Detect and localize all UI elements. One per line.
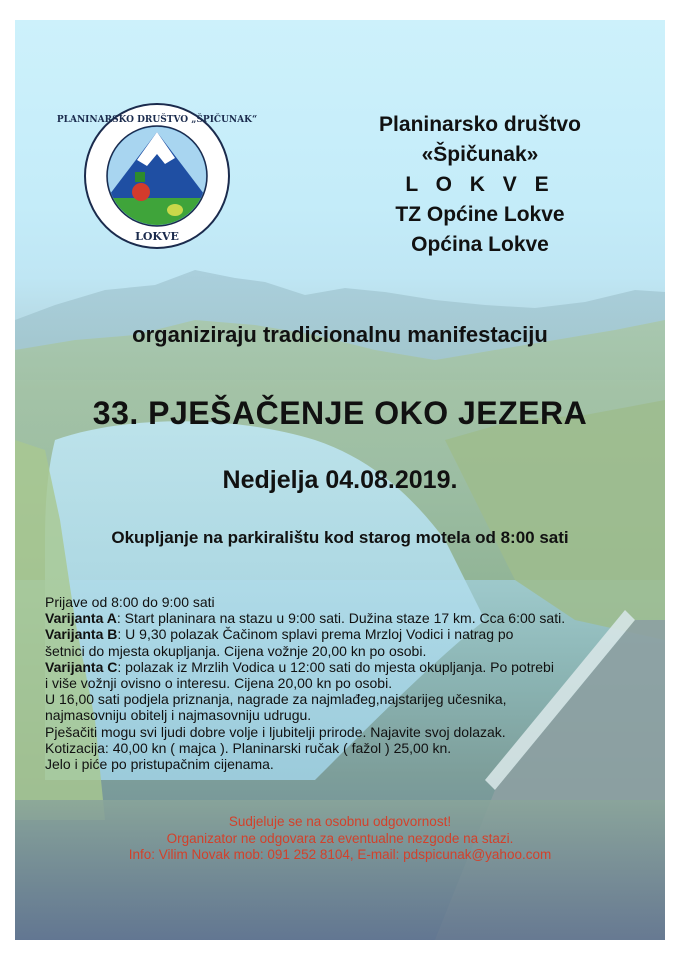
details-line: najmasovniju obitelj i najmasovniju udrugu. bbox=[45, 707, 312, 724]
organizers-block bbox=[315, 110, 645, 260]
variant-text: polazak iz Mrzlih Vodica u 12:00 sati do mjesta okupljanja. Po potrebi bbox=[125, 658, 554, 675]
organizer-line: Planinarsko društvo bbox=[379, 113, 581, 136]
club-logo-emblem bbox=[56, 102, 258, 250]
event-date: Nedjelja 04.08.2019. bbox=[222, 466, 458, 494]
event-title: 33. PJEŠAČENJE OKO JEZERA bbox=[92, 395, 588, 431]
variant-b: Varijanta B: U 9,30 polazak Čačinom splavi prema Mrzloj Vodici i natrag po bbox=[45, 626, 514, 643]
details-line: U 16,00 sati podjela priznanja, nagrade za najmlađeg,najstarijeg učesnika, bbox=[45, 691, 507, 708]
details-line: Kotizacija: 40,00 kn ( majca ). Planinarski ručak ( fažol ) 25,00 kn. bbox=[45, 739, 452, 756]
variant-a: Varijanta A: Start planinara na stazu u 9:00 sati. Dužina staze 17 km. Cca 6:00 sati. bbox=[45, 610, 566, 627]
contact-info: Info: Vilim Novak mob: 091 252 8104, E-mail: pdspicunak@yahoo.com bbox=[128, 847, 552, 862]
organizer-line: Općina Lokve bbox=[411, 233, 549, 256]
organizer-line: TZ Općine Lokve bbox=[395, 203, 565, 226]
notice-line: Sudjeluje se na osobnu odgovornost! bbox=[228, 814, 452, 829]
variant-label: Varijanta B bbox=[45, 626, 118, 643]
variant-label: Varijanta C bbox=[45, 658, 118, 675]
details-line: Jelo i piće po pristupačnim cijenama. bbox=[45, 756, 274, 773]
logo-ring-text-top: PLANINARSKO DRUŠTVO „ŠPIČUNAK“ bbox=[56, 115, 258, 125]
gathering-info: Okupljanje na parkiralištu kod starog motela od 8:00 sati bbox=[111, 528, 569, 547]
notice-line: Organizator ne odgovara za eventualne nezgode na stazi. bbox=[166, 830, 514, 846]
variant-b-cont: šetnici do mjesta okupljanja. Cijena vožnje 20,00 kn po osobi. bbox=[45, 642, 427, 659]
variant-label: Varijanta A bbox=[45, 610, 117, 627]
event-details bbox=[45, 594, 645, 772]
details-line: Pješačiti mogu svi ljudi dobre volje i ljubitelji prirode. Najavite svoj dolazak. bbox=[45, 723, 506, 740]
variant-c-cont: i više vožnji ovisno o interesu. Cijena 20,00 kn po osobi. bbox=[45, 675, 393, 692]
organize-subtitle: organiziraju tradicionalnu manifestaciju bbox=[132, 322, 548, 347]
variant-c: Varijanta C: polazak iz Mrzlih Vodica u 12:00 sati do mjesta okupljanja. Po potrebi bbox=[45, 658, 554, 675]
organizer-line: «Špičunak» bbox=[421, 143, 539, 166]
event-poster bbox=[15, 20, 665, 940]
registration-line: Prijave od 8:00 do 9:00 sati bbox=[45, 594, 215, 610]
notice-block bbox=[15, 814, 665, 864]
logo-ring-text-bottom: LOKVE bbox=[135, 230, 179, 243]
variant-text: Start planinara na stazu u 9:00 sati. Dužina staze 17 km. Cca 6:00 sati. bbox=[124, 610, 566, 627]
organizer-line: L O K V E bbox=[405, 173, 555, 196]
variant-text: U 9,30 polazak Čačinom splavi prema Mrzloj Vodici i natrag po bbox=[125, 626, 514, 643]
